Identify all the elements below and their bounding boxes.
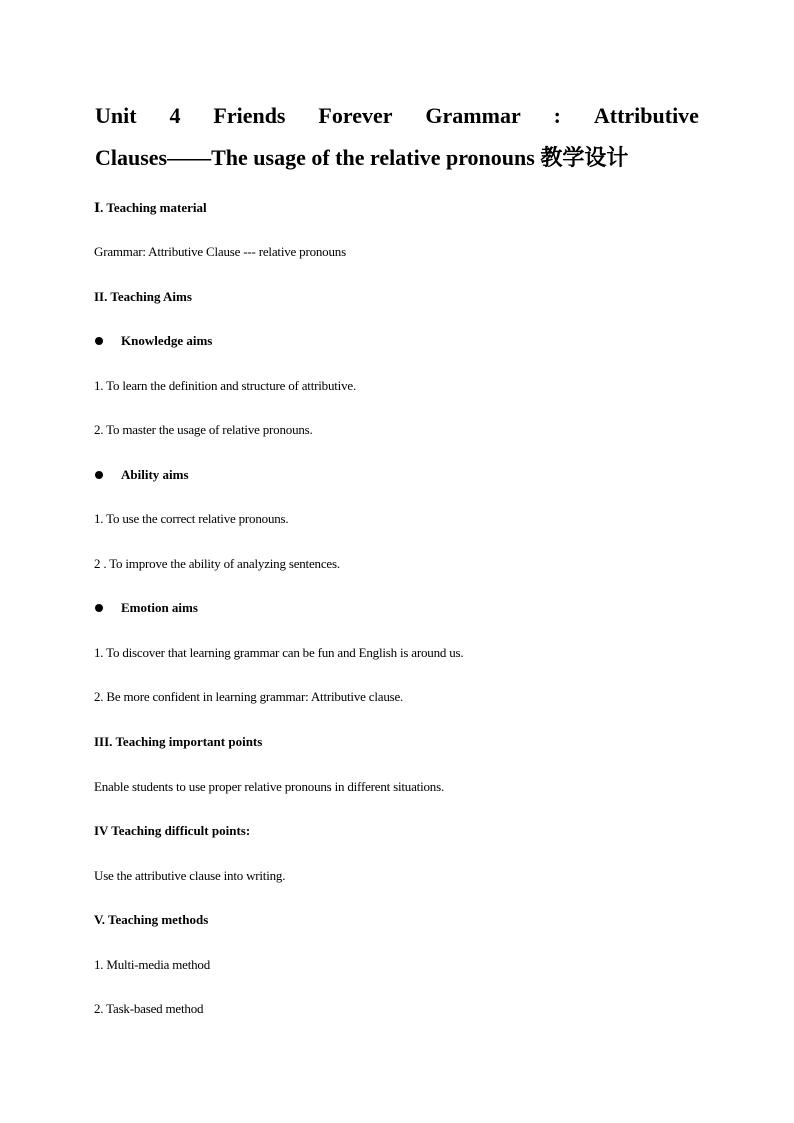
title-word: :	[553, 103, 561, 128]
teaching-material-text: Grammar: Attributive Clause --- relative pronouns	[94, 244, 346, 259]
title-word: Unit	[95, 103, 137, 128]
section-heading-difficult-points: IV Teaching difficult points:	[94, 823, 251, 838]
list-item: 2. Be more confident in learning grammar: Attributive clause.	[94, 689, 404, 704]
subheading-emotion-aims	[94, 600, 198, 616]
document-title-line-2: Clauses——The usage of the relative pronouns 教学设计	[95, 145, 629, 170]
subheading-label: Knowledge aims	[121, 333, 213, 348]
title-word: 4	[169, 103, 181, 128]
document-title-line-1	[95, 103, 699, 129]
section-heading-teaching-aims: II. Teaching Aims	[94, 289, 192, 304]
bullet-icon	[95, 604, 103, 612]
title-word: Grammar	[425, 103, 521, 128]
title-word: Friends	[213, 103, 286, 128]
list-item: 2. To master the usage of relative pronouns.	[94, 422, 313, 437]
list-item: 1. To learn the definition and structure of attributive.	[94, 378, 357, 393]
list-item: 1. To use the correct relative pronouns.	[94, 511, 289, 526]
title-word: Attributive	[593, 103, 699, 128]
list-item: 2. Task-based method	[94, 1001, 204, 1016]
section-heading-teaching-methods: V. Teaching methods	[94, 912, 209, 927]
subheading-ability-aims	[94, 467, 189, 483]
bullet-icon	[95, 337, 103, 345]
list-item: 2 . To improve the ability of analyzing sentences.	[94, 556, 340, 571]
subheading-knowledge-aims	[94, 333, 212, 349]
important-points-text: Enable students to use proper relative pronouns in different situations.	[94, 779, 445, 794]
bullet-icon	[95, 471, 103, 479]
subheading-label: Ability aims	[121, 467, 189, 482]
subheading-label: Emotion aims	[121, 600, 198, 615]
list-item: 1. Multi-media method	[94, 957, 211, 972]
title-word: Forever	[318, 103, 393, 128]
difficult-points-text: Use the attributive clause into writing.	[94, 868, 286, 883]
list-item: 1. To discover that learning grammar can be fun and English is around us.	[94, 645, 464, 660]
section-heading-teaching-material: Ⅰ. Teaching material	[94, 200, 207, 215]
section-heading-important-points: III. Teaching important points	[94, 734, 263, 749]
